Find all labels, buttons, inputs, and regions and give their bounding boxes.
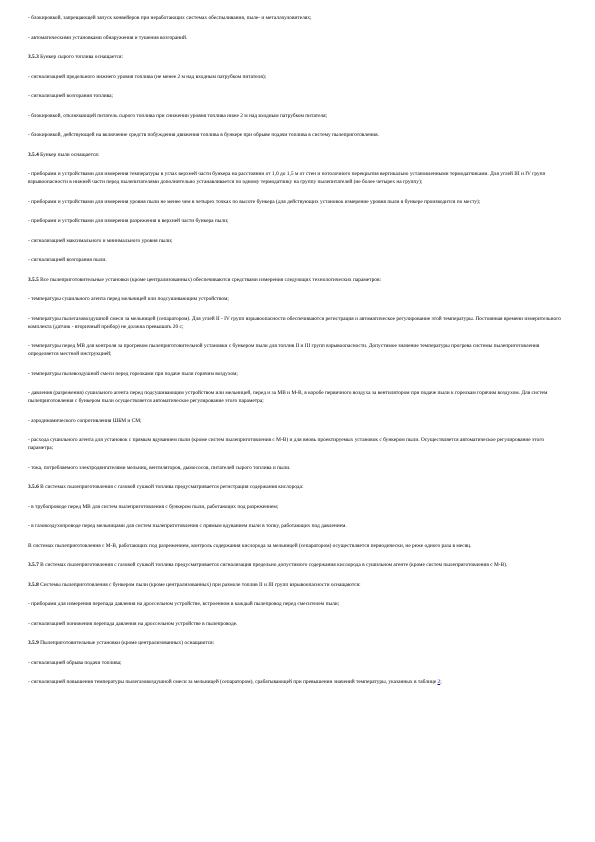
paragraph-text: - температуры пылевоздушной смеси перед горелками при подаче пыли горячим воздухом;: [28, 370, 238, 377]
paragraph-text: - расхода сушильного агента для установок с прямым вдуванием пыли (кроме систем пылеприготовления с М-В) и для вновь проектируемых установок с бункером пыли. Осуществляется автоматическое регулирование этого параметра;: [28, 437, 545, 451]
paragraph-text: - давления (разрежения) сушильного агента перед подсушивающим устройством или мельницей, перед и за МВ и М-В, в коробе первичного воздуха за вентилятором при подаче пыли к горелкам горячим воздухом. Для систем пылеприготовления с бункером пыли осуществляется автоматическое регулирование этого параметра;: [28, 390, 548, 404]
section-paragraph: [28, 581, 569, 589]
section-number: 3.5.4: [28, 151, 39, 158]
paragraph-text: - сигнализацией максимального и минимального уровня пыли;: [28, 237, 173, 244]
list-paragraph: [28, 464, 569, 472]
paragraph-text: - сигнализацией обрыва подачи топлива;: [28, 659, 122, 666]
section-paragraph: [28, 483, 569, 491]
list-paragraph: [28, 112, 569, 120]
paragraph-text: - блокировкой, запрещающей запуск конвейеров при неработающих системах обеспыливания, пыле- и металлоуловителях;: [28, 15, 312, 21]
list-paragraph: [28, 131, 569, 139]
list-paragraph: [28, 237, 569, 245]
list-paragraph: [28, 436, 569, 452]
paragraph-text: Все пылеприготовительные установки (кроме централизованных) обеспечиваются средствами измерения следующих технологических параметров:: [40, 276, 381, 283]
list-paragraph: [28, 198, 569, 206]
list-paragraph: [28, 659, 569, 667]
paragraph-text: В системах пылеприготовления с газовой сушкой топлива предусматривается регистрация содержания кислорода:: [40, 484, 304, 490]
paragraph-text: - тока, потребляемого электродвигателями мельниц, вентиляторов, дымососов, питателей сырого топлива и пыли.: [28, 464, 291, 471]
paragraph-text: - приборами и устройствами для измерения уровня пыли не менее чем в четырех точках по высоте бункера (для действующих установок измерение уровня пыли в бункере производится по месту);: [28, 198, 481, 205]
section-number: 3.5.3: [28, 54, 39, 60]
paragraph-text: - автоматическими установками обнаружения и тушения возгораний.: [28, 34, 188, 41]
list-paragraph: [28, 522, 569, 530]
section-paragraph: [28, 639, 569, 647]
paragraph-text: Системы пылеприготовления с бункером пыли (кроме централизованных) при размоле топлив II и III групп взрывоопасности оснащаются:: [40, 581, 361, 588]
paragraph-text: Бункер сырого топлива оснащается:: [40, 54, 124, 60]
section-number: 3.5.6: [28, 484, 39, 490]
paragraph-text: - температуры сушильного агента перед мельницей или подсушивающим устройством;: [28, 296, 229, 302]
paragraph-text: Пылеприготовительные установки (кроме централизованных) оснащаются:: [40, 640, 215, 646]
paragraph-text: - приборами и устройствами для измерения разрежения в верхней части бункера пыли;: [28, 218, 229, 224]
paragraph-text: В системах пылеприготовления с газовой сушкой топлива предусматривается сигнализация предельно допустимого содержания кислорода в сушильном агенте (кроме систем пылеприготовления с М-В).: [40, 562, 508, 568]
paragraph-text: - приборами для измерения перепада давления на дроссельном устройстве, встроенном в каждый пылепровод перед смесителем пыли;: [28, 601, 340, 607]
list-paragraph: [28, 542, 569, 550]
paragraph-text: В системах пылеприготовления с М-В, работающих под разрежением, контроль содержания кислорода за мельницей (сепаратором) осуществляется периодически, не реже одного раза в месяц.: [28, 542, 472, 549]
list-paragraph: [28, 678, 569, 686]
section-number: 3.5.9: [28, 640, 39, 646]
section-number: 3.5.8: [28, 581, 39, 588]
section-paragraph: [28, 53, 569, 61]
list-paragraph: [28, 620, 569, 628]
list-paragraph: [28, 417, 569, 425]
paragraph-text: - сигнализацией возгорания пыли.: [28, 257, 107, 263]
section-number: 3.5.5: [28, 276, 39, 283]
list-paragraph: [28, 73, 569, 81]
section-paragraph: [28, 151, 569, 159]
paragraph-text: - сигнализацией понижения перепада давления на дроссельном устройстве в пылепроводе.: [28, 620, 238, 627]
list-paragraph: [28, 256, 569, 264]
paragraph-text: - в трубопроводе перед МВ для систем пылеприготовления с бункером пыли, работающих под разрежением;: [28, 503, 279, 510]
paragraph-text: - температуры пылегазовоздушной смеси за мельницей (сепаратором). Для углей II - IV групп взрывоопасности обеспечиваются регистрация и автоматическое регулирование этой температуры. Постоянная времени измерительного комплекта (датчик - вторичный прибор) не должна превышать 20 с;: [28, 315, 561, 330]
paragraph-text-suffix: ;: [440, 679, 442, 685]
list-paragraph: [28, 600, 569, 608]
paragraph-text: - приборами и устройствами для измерения температуры в углах верхней части бункера на расстоянии от 1,0 до 1,5 м от стен и потолочного перекрытия вертикально установленными термодатчиками. Для углей III и IV групп взрывоопасности в нижней части перед пылепитателями дополнительно устанавливается по одному термодатчику на группу пылепитателей (не более четырех на группу);: [28, 171, 546, 185]
list-paragraph: [28, 370, 569, 378]
list-paragraph: [28, 389, 569, 405]
list-paragraph: [28, 34, 569, 42]
paragraph-text: - аэродинамического сопротивления ШБМ и СМ;: [28, 417, 142, 424]
paragraph-text: - блокировкой, отключающей питатель сырого топлива при снижении уровня топлива ниже 2 м над входным патрубком питателя;: [28, 112, 328, 119]
paragraph-text: - блокировкой, действующей на включение средств побуждения движения топлива в бункере при обрыве подачи топлива в систему пылеприготовления.: [28, 132, 379, 138]
list-paragraph: [28, 217, 569, 225]
paragraph-text: - сигнализацией возгорания топлива;: [28, 93, 114, 99]
paragraph-text: - температуры перед МВ для контроля за прогревом пылеприготовительной установки с бункером пыли для топлив II и III групп взрывоопасности. Допустимое значение температуры прогрева системы пылеприготовления определяется местной инструкцией;: [28, 343, 540, 357]
table-reference-link[interactable]: 2: [437, 679, 441, 685]
section-paragraph: [28, 276, 569, 284]
paragraph-text: - сигнализацией предельного нижнего уровня топлива (не менее 2 м над входным патрубком питателя);: [28, 73, 267, 80]
paragraph-text: - сигнализацией повышения температуры пылегазовоздушной смеси за мельницей (сепаратором), срабатывающей при превышении значений температуры, указанных в таблице: [28, 679, 438, 685]
list-paragraph: [28, 342, 569, 358]
list-paragraph: [28, 14, 569, 22]
list-paragraph: [28, 315, 569, 331]
paragraph-text: Бункер пыли оснащается:: [40, 151, 100, 158]
list-paragraph: [28, 92, 569, 100]
section-number: 3.5.7: [28, 562, 39, 568]
section-paragraph: [28, 561, 569, 569]
list-paragraph: [28, 170, 569, 186]
paragraph-text: - в газовоздухопроводе перед мельницами для систем пылеприготовления с прямым вдуванием пыли в топку, работающих под давлением.: [28, 523, 347, 529]
list-paragraph: [28, 295, 569, 303]
list-paragraph: [28, 503, 569, 511]
